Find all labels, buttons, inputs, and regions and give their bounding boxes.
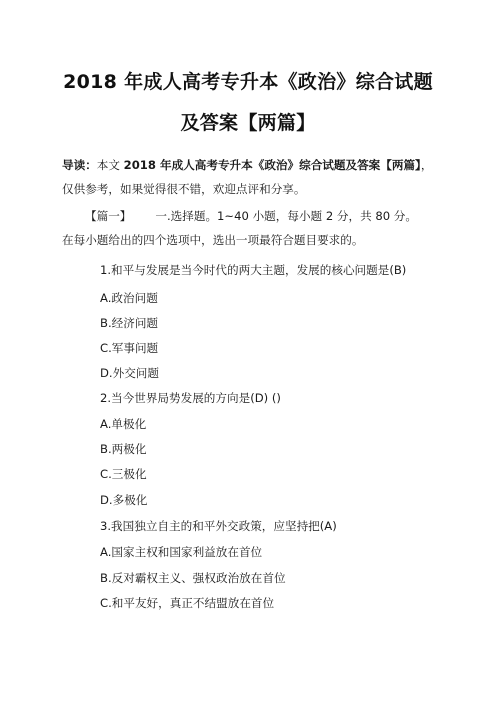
question-stem: 2.当今世界局势发展的方向是(D) () xyxy=(100,391,281,405)
intro-text-a: 本文 xyxy=(96,158,124,172)
intro-bold-title: 2018 年成人高考专升本《政治》综合试题及答案【两篇】 xyxy=(123,158,421,172)
section-tag: 【篇一】 xyxy=(85,209,132,223)
question-stem: 1.和平与发展是当今时代的两大主题，发展的核心问题是(B) xyxy=(100,263,407,277)
question-option: D.外交问题 xyxy=(100,366,159,380)
question-option: D.多极化 xyxy=(100,493,148,507)
question-option: B.经济问题 xyxy=(100,316,159,330)
question-option: C.和平友好，真正不结盟放在首位 xyxy=(100,596,275,610)
intro-line-1 xyxy=(62,157,432,173)
document-title-line-2: 及答案【两篇】 xyxy=(180,112,316,134)
intro-text-b: ， xyxy=(420,158,433,172)
question-option: B.反对霸权主义、强权政治放在首位 xyxy=(100,571,286,585)
question-stem: 3.我国独立自主的和平外交政策，应坚持把(A) xyxy=(100,519,337,533)
question-option: A.国家主权和国家利益放在首位 xyxy=(100,545,263,559)
intro-line-2: 仅供参考，如果觉得很不错，欢迎点评和分享。 xyxy=(62,182,306,196)
question-option: B.两极化 xyxy=(100,442,147,456)
section-instructions: 一.选择题。1~40 小题，每小题 2 分，共 80 分。 xyxy=(155,209,417,223)
section-line-2: 在每小题给出的四个选项中，选出一项最符合题目要求的。 xyxy=(62,233,364,247)
question-option: C.军事问题 xyxy=(100,341,159,355)
question-option: A.政治问题 xyxy=(100,291,158,305)
document-title-line-1: 2018 年成人高考专升本《政治》综合试题 xyxy=(63,71,433,93)
question-option: A.单极化 xyxy=(100,417,147,431)
question-option: C.三极化 xyxy=(100,467,147,481)
section-line-1 xyxy=(85,208,417,224)
intro-prefix: 导读： xyxy=(62,158,97,172)
